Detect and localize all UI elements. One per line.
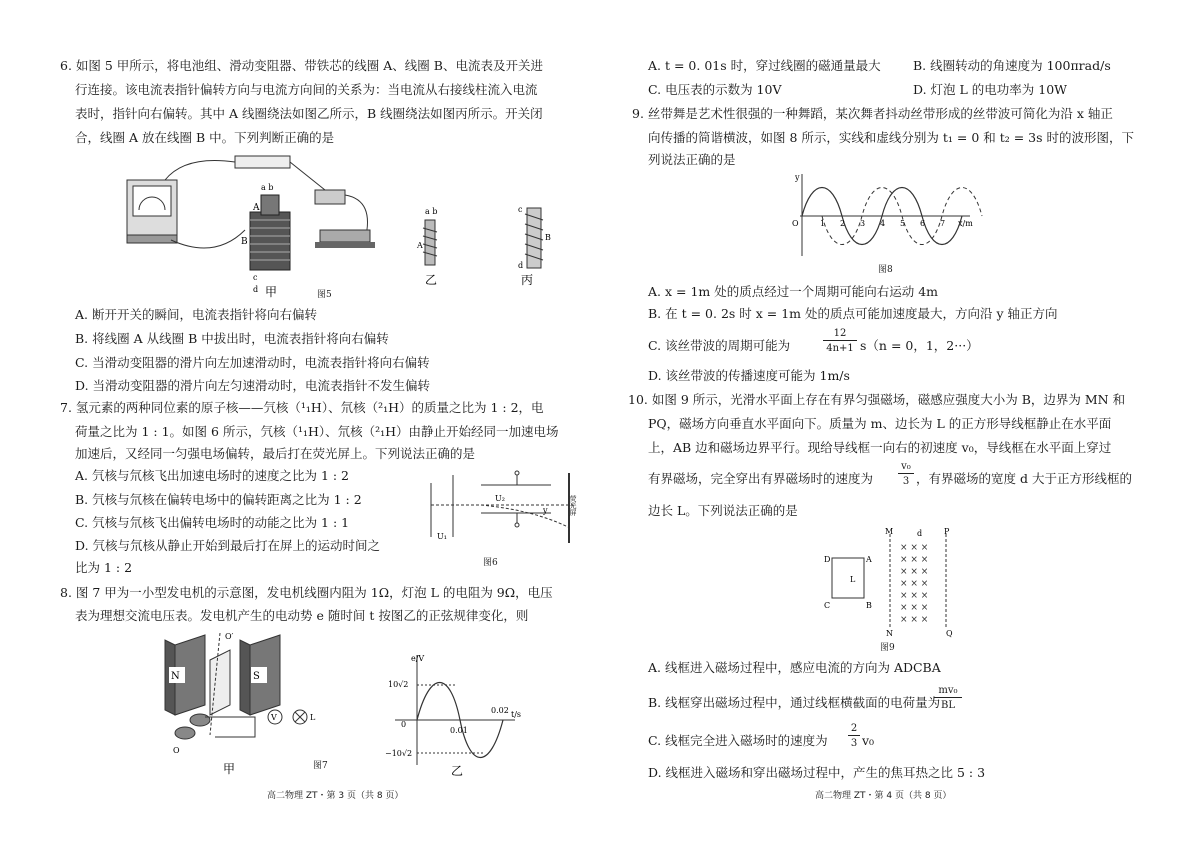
q10-line-5: 边长 L。下列说法正确的是 — [648, 503, 798, 518]
svg-text:6: 6 — [920, 219, 926, 228]
q6-option-d: D. 当滑动变阻器的滑片向左匀速滑动时，电流表指针不发生偏转 — [75, 378, 431, 393]
svg-text:3: 3 — [860, 219, 866, 228]
svg-text:2: 2 — [840, 219, 846, 228]
svg-text:L: L — [850, 575, 856, 584]
q6-option-a: A. 断开开关的瞬间，电流表指针将向右偏转 — [75, 307, 317, 322]
q10-line-4-tail: ，有界磁场的宽度 d 大于正方形线框的 — [916, 471, 1132, 486]
q9-line-3: 列说法正确的是 — [648, 152, 736, 167]
q8-option-b: B. 线圈转动的角速度为 100πrad/s — [913, 58, 1111, 73]
svg-text:A: A — [417, 241, 423, 250]
q9-line-1: 9. 丝带舞是艺术性很强的一种舞蹈，某次舞者抖动丝带形成的丝带波可简化为沿 x 轴正 — [632, 106, 1113, 121]
q8-line-2: 表为理想交流电压表。发电机产生的电动势 e 随时间 t 按图乙的正弦规律变化，则 — [75, 608, 529, 623]
battery-icon — [235, 156, 290, 168]
q10-line-1: 10. 如图 9 所示，光滑水平面上存在有界匀强磁场，磁感应强度大小为 B，边界为 MN 和 — [628, 392, 1126, 407]
coil-a-detail-icon — [425, 220, 435, 265]
footer-page-4: 高二物理 ZT・第 4 页（共 8 页） — [815, 791, 952, 801]
footer-page-3: 高二物理 ZT・第 3 页（共 8 页） — [267, 791, 404, 801]
q6-option-c: C. 当滑动变阻器的滑片向左加速滑动时，电流表指针将向右偏转 — [75, 355, 430, 370]
q6-line-4: 合，线圈 A 放在线圈 B 中。下列判断正确的是 — [75, 130, 335, 145]
svg-text:B: B — [545, 233, 551, 242]
svg-text:5: 5 — [900, 219, 906, 228]
q7-option-b: B. 氕核与氘核在偏转电场中的偏转距离之比为 1 : 2 — [75, 492, 362, 507]
q6-line-2: 行连接。该电流表指针偏转方向与电流方向间的关系为：当电流从右接线柱流入电流 — [75, 82, 538, 97]
q7-option-a: A. 氕核与氘核飞出加速电场时的速度之比为 1 : 2 — [75, 468, 350, 483]
svg-text:O: O — [173, 746, 180, 755]
svg-text:1: 1 — [820, 219, 826, 228]
q9-option-c-num: 12 — [823, 328, 857, 341]
svg-text:× × ×: × × × — [900, 603, 929, 613]
q9-option-b: B. 在 t = 0. 2s 时 x = 1m 处的质点可能加速度最大，方向沿 y 轴正方向 — [648, 306, 1058, 321]
svg-text:a b: a b — [261, 183, 274, 192]
q10-option-c-num: 2 — [848, 723, 860, 736]
q8-line-1: 8. 图 7 甲为一小型发电机的示意图，发电机线圈内阻为 1Ω，灯泡 L 的电阻为 9Ω，电压 — [60, 585, 553, 600]
svg-text:U₁: U₁ — [437, 532, 447, 541]
svg-text:A: A — [253, 203, 260, 213]
q7-line-3: 加速后，又经同一匀强电场偏转，最后打在荧光屏上。下列说法正确的是 — [75, 446, 476, 461]
q10-option-c-tail: v₀ — [862, 733, 875, 748]
svg-text:c: c — [253, 273, 258, 282]
figure-5 — [125, 150, 551, 300]
svg-text:x/m: x/m — [958, 219, 973, 228]
svg-text:d: d — [253, 285, 259, 294]
fig5-label-yi: 乙 — [425, 273, 438, 287]
svg-text:B: B — [866, 601, 872, 610]
q7-option-d: D. 氕核与氘核从静止开始到最后打在屏上的运动时间之 — [75, 538, 381, 553]
q7-line-2: 荷量之比为 1 : 1。如图 6 所示，氕核（¹₁H）、氘核（²₁H）由静止开始经同一加速电场 — [75, 424, 559, 439]
figure-7 — [155, 625, 535, 780]
svg-text:× × ×: × × × — [900, 567, 929, 577]
svg-text:N: N — [886, 629, 893, 638]
fig9-caption: 图9 — [880, 643, 895, 653]
svg-text:t/s: t/s — [511, 710, 522, 719]
rheostat-icon — [320, 230, 370, 242]
q9-option-a: A. x = 1m 处的质点经过一个周期可能向右运动 4m — [648, 284, 939, 299]
q10-option-c-den: 3 — [850, 738, 858, 749]
q10-line-2: PQ，磁场方向垂直水平面向下。质量为 m、边长为 L 的正方形导线框静止在水平面 — [648, 416, 1112, 431]
svg-text:0.02: 0.02 — [491, 706, 509, 715]
q10-frac-v0-num: v₀ — [898, 461, 914, 474]
magnetic-field-crosses — [900, 543, 928, 625]
svg-text:× × ×: × × × — [900, 591, 929, 601]
svg-text:0.01: 0.01 — [450, 726, 468, 735]
svg-text:−10√2: −10√2 — [385, 749, 413, 758]
svg-text:M: M — [885, 527, 894, 536]
q9-option-c-den: 4n+1 — [826, 343, 854, 354]
q9-option-c: C. 该丝带波的周期可能为 — [648, 338, 791, 353]
q6-option-b: B. 将线圈 A 从线圈 B 中拔出时，电流表指针将向右偏转 — [75, 331, 389, 346]
svg-text:N: N — [171, 671, 180, 682]
fig5-label-bing: 丙 — [521, 273, 534, 287]
svg-text:0: 0 — [401, 720, 407, 729]
q10-option-c: C. 线框完全进入磁场时的速度为 — [648, 733, 828, 748]
switch-icon — [315, 190, 345, 204]
q6-line-3: 表时，指针向右偏转。其中 A 线圈绕法如图乙所示，B 线圈绕法如图丙所示。开关闭 — [75, 106, 543, 121]
q10-option-d: D. 线框进入磁场和穿出磁场过程中，产生的焦耳热之比 5 : 3 — [648, 765, 986, 780]
svg-text:L: L — [310, 713, 316, 722]
figure-6 — [423, 465, 583, 555]
q7-option-c: C. 氕核与氘核飞出偏转电场时的动能之比为 1 : 1 — [75, 515, 350, 530]
svg-text:× × ×: × × × — [900, 579, 929, 589]
figure-8 — [790, 170, 990, 258]
q8-option-c: C. 电压表的示数为 10V — [648, 82, 782, 97]
svg-text:B: B — [241, 237, 248, 247]
svg-text:a b: a b — [425, 207, 438, 216]
svg-text:× × ×: × × × — [900, 555, 929, 565]
svg-text:A: A — [866, 555, 872, 564]
svg-text:V: V — [271, 713, 277, 722]
svg-text:y: y — [795, 173, 800, 182]
svg-text:7: 7 — [940, 219, 946, 228]
q7-option-d-cont: 比为 1 : 2 — [75, 560, 133, 575]
fig7-label-jia: 甲 — [223, 762, 236, 776]
svg-text:O: O — [792, 219, 799, 228]
svg-text:U₂: U₂ — [495, 494, 505, 503]
svg-text:d: d — [518, 261, 524, 270]
x-axis-ticks — [820, 219, 945, 228]
q10-option-b-num: mv₀ — [934, 685, 962, 698]
q10-line-3: 上，AB 边和磁场边界平行。现给导线框一向右的初速度 v₀，导线框在水平面上穿过 — [648, 440, 1112, 455]
q10-frac-v0-den: 3 — [902, 476, 910, 487]
fig8-caption: 图8 — [878, 265, 893, 275]
fig6-caption: 图6 — [483, 558, 498, 568]
svg-text:y: y — [543, 506, 548, 515]
q6-line-1: 6. 如图 5 甲所示，将电池组、滑动变阻器、带铁芯的线圈 A、线圈 B、电流表及开关进 — [60, 58, 543, 73]
svg-text:× × ×: × × × — [900, 615, 929, 625]
svg-text:C: C — [824, 601, 831, 610]
svg-text:Q: Q — [946, 629, 953, 638]
fig5-caption: 图5 — [317, 290, 332, 300]
svg-text:O′: O′ — [225, 632, 234, 641]
screen-label: 荧光屏 — [569, 495, 577, 516]
q10-line-4: 有界磁场，完全穿出有界磁场时的速度为 — [648, 471, 874, 486]
q7-line-1: 7. 氢元素的两种同位素的原子核——氕核（¹₁H）、氘核（²₁H）的质量之比为 1 : 2，电 — [60, 400, 544, 415]
fig5-label-jia: 甲 — [265, 285, 278, 299]
q10-option-b: B. 线框穿出磁场过程中，通过线框横截面的电荷量为 — [648, 695, 941, 710]
svg-text:P: P — [944, 527, 950, 536]
svg-text:4: 4 — [880, 219, 886, 228]
q9-line-2: 向传播的简谐横波，如图 8 所示，实线和虚线分别为 t₁ = 0 和 t₂ = 3s 时的波形图，下 — [648, 130, 1135, 145]
q8-option-a: A. t = 0. 01s 时，穿过线圈的磁通量最大 — [648, 58, 881, 73]
svg-text:× × ×: × × × — [900, 543, 929, 553]
svg-text:10√2: 10√2 — [388, 680, 409, 689]
svg-text:D: D — [824, 555, 831, 564]
fig7-caption: 图7 — [313, 761, 328, 771]
coil-b-icon — [250, 212, 290, 270]
fig7-label-yi: 乙 — [451, 764, 464, 778]
q10-option-a: A. 线框进入磁场过程中，感应电流的方向为 ADCBA — [648, 660, 941, 675]
svg-text:d: d — [917, 529, 923, 538]
square-loop-icon — [832, 558, 864, 598]
svg-text:e/V: e/V — [411, 654, 425, 663]
q9-option-d: D. 该丝带波的传播速度可能为 1m/s — [648, 368, 850, 383]
coil-a-icon — [261, 195, 279, 215]
q8-option-d: D. 灯泡 L 的电功率为 10W — [913, 82, 1067, 97]
q9-option-c-tail: s（n = 0，1，2···） — [860, 338, 979, 353]
q10-option-b-den: BL — [941, 700, 955, 711]
svg-text:c: c — [518, 205, 523, 214]
svg-text:S: S — [253, 671, 260, 682]
figure-9 — [820, 528, 970, 640]
